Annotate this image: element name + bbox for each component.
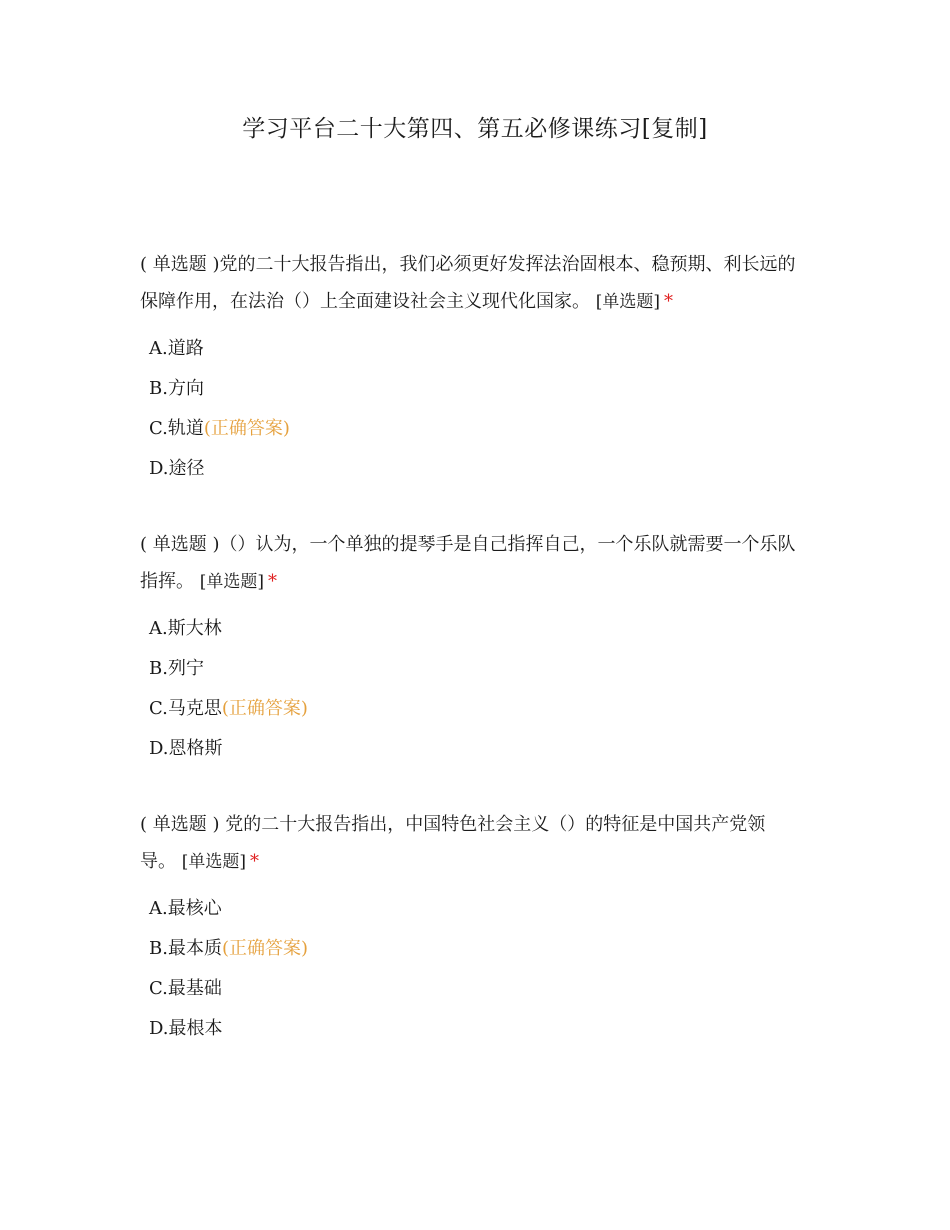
option-b[interactable]: B.最本质(正确答案) xyxy=(149,938,308,959)
correct-answer-tag: (正确答案) xyxy=(221,938,308,959)
question-3 xyxy=(140,806,805,1049)
question-2 xyxy=(140,526,805,769)
question-text: ( 单选题 ) 党的二十大报告指出，中国特色社会主义（）的特征是中国共产党领导。 xyxy=(140,814,766,872)
option-a[interactable]: A.道路 xyxy=(149,338,204,359)
page-title: 学习平台二十大第四、第五必修课练习[复制] xyxy=(242,116,708,142)
option-d[interactable]: D.恩格斯 xyxy=(149,738,223,759)
option-b[interactable]: B.方向 xyxy=(149,378,204,399)
correct-answer-tag: (正确答案) xyxy=(203,418,290,439)
question-stem xyxy=(140,526,805,601)
option-d[interactable]: D.途径 xyxy=(149,458,205,479)
option-a[interactable]: A.斯大林 xyxy=(149,618,222,639)
required-mark: * xyxy=(250,851,259,872)
options-list xyxy=(140,609,805,769)
option-d[interactable]: D.最根本 xyxy=(149,1018,223,1039)
question-stem xyxy=(140,246,805,321)
question-type-label: [单选题] xyxy=(199,572,264,592)
question-type-label: [单选题] xyxy=(595,292,660,312)
question-text: ( 单选题 )（）认为，一个单独的提琴手是自己指挥自己，一个乐队就需要一个乐队指挥。 xyxy=(140,534,796,592)
option-a[interactable]: A.最核心 xyxy=(149,898,222,919)
options-list xyxy=(140,329,805,489)
option-b[interactable]: B.列宁 xyxy=(149,658,204,679)
required-mark: * xyxy=(664,291,673,312)
option-c[interactable]: C.轨道(正确答案) xyxy=(149,418,290,439)
option-c[interactable]: C.马克思(正确答案) xyxy=(149,698,308,719)
correct-answer-tag: (正确答案) xyxy=(221,698,308,719)
option-c[interactable]: C.最基础 xyxy=(149,978,222,999)
options-list xyxy=(140,889,805,1049)
question-type-label: [单选题] xyxy=(181,852,246,872)
question-stem xyxy=(140,806,805,881)
question-text: ( 单选题 )党的二十大报告指出，我们必须更好发挥法治固根本、稳预期、利长远的保障作用，在法治（）上全面建设社会主义现代化国家。 xyxy=(140,254,796,312)
required-mark: * xyxy=(268,571,277,592)
question-1 xyxy=(140,246,805,489)
